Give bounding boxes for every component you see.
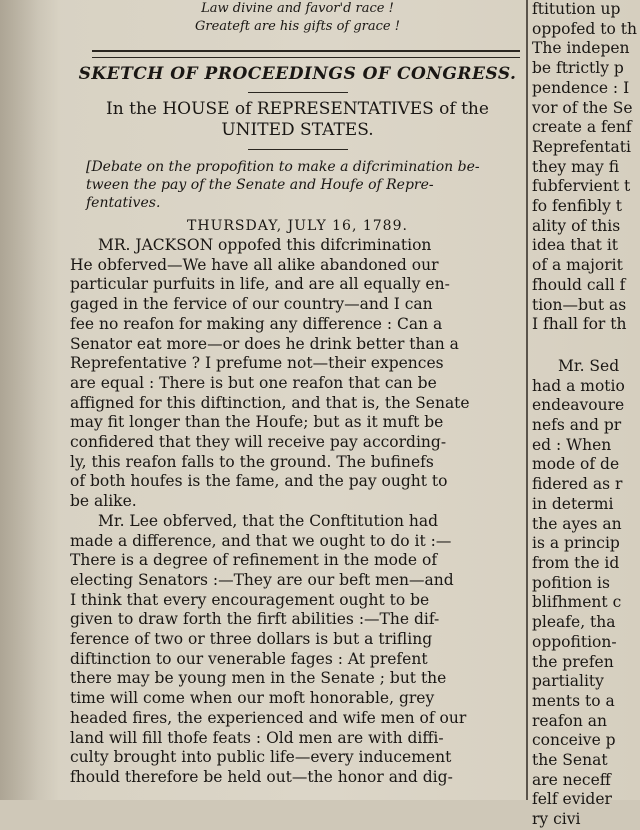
body-line: Senator eat more—or does he drink better than a xyxy=(70,334,459,353)
right-line: ry civi xyxy=(532,810,581,829)
body-line: I think that every encouragement ought to be xyxy=(70,590,430,609)
column-divider xyxy=(526,0,528,800)
body-line: MR. JACKSON oppofed this difcrimination xyxy=(98,236,432,254)
body-line: He obferved—We have all alike abandoned our xyxy=(70,255,439,274)
right-line: The indepen xyxy=(532,39,630,58)
right-line: ality of this xyxy=(532,216,621,235)
note-line: tween the pay of the Senate and Houfe of Repre- xyxy=(86,177,434,193)
right-line: are neceff xyxy=(532,770,611,789)
short-rule xyxy=(248,92,348,93)
right-line: had a motio xyxy=(532,376,625,395)
right-line: Reprefentati xyxy=(532,137,631,156)
page-shadow xyxy=(0,0,60,800)
body-line: made a difference, and that we ought to do it :— xyxy=(70,531,452,550)
note-line: [Debate on the propofition to make a difcrimination be- xyxy=(86,159,480,175)
right-line: ments to a xyxy=(532,691,615,710)
subhead-line-1: In the HOUSE of REPRESENTATIVES of the xyxy=(106,99,489,119)
right-line: pendence : I xyxy=(532,78,630,97)
right-line: vor of the Se xyxy=(532,98,633,117)
right-line: I fhall for th xyxy=(532,315,627,334)
right-line: mode of de xyxy=(532,455,620,474)
right-line: be ftrictly p xyxy=(532,59,624,78)
poem-line: Law divine and favor'd race ! xyxy=(201,1,394,16)
body-line: are equal : There is but one reafon that can be xyxy=(70,373,437,392)
body-line: given to draw forth the firft abilities :—The dif- xyxy=(70,610,440,629)
body-line: fhould therefore be held out—the honor and dig- xyxy=(70,767,453,786)
body-line: affigned for this diftinction, and that is, the Senate xyxy=(70,393,470,412)
left-column xyxy=(70,0,525,800)
note-line: fentatives. xyxy=(86,195,161,211)
right-column-text xyxy=(532,0,640,830)
right-line: tion—but as xyxy=(532,295,627,314)
body-line: ly, this reafon falls to the ground. The bufinefs xyxy=(70,452,434,471)
body-line: confidered that they will receive pay according- xyxy=(70,433,447,452)
right-line: the ayes an xyxy=(532,514,622,533)
right-line: of a majorit xyxy=(532,256,623,275)
section-subhead xyxy=(70,99,525,141)
section-headline: SKETCH OF PROCEEDINGS OF CONGRESS. xyxy=(78,64,517,84)
right-line: create a fenf xyxy=(532,118,632,137)
body-line: of both houfes is the fame, and the pay ought to xyxy=(70,472,448,491)
body-line: gaged in the fervice of our country—and I can xyxy=(70,295,433,314)
right-line: fubfervient t xyxy=(532,177,631,196)
article-body xyxy=(70,236,525,788)
body-line: headed fires, the experienced and wife men of our xyxy=(70,708,467,727)
body-line: particular purfuits in life, and are all equally en- xyxy=(70,275,450,294)
short-rule xyxy=(248,149,348,150)
right-line: idea that it xyxy=(532,236,619,255)
poem-line: Greateft are his gifts of grace ! xyxy=(195,19,400,34)
body-line: Mr. Lee obferved, that the Conftitution had xyxy=(98,511,439,530)
poem-fragment xyxy=(70,0,525,36)
right-line: ftitution up xyxy=(532,0,621,18)
body-line: culty brought into public life—every inducement xyxy=(70,748,452,767)
body-line: Reprefentative ? I prefume not—their expences xyxy=(70,354,444,373)
body-line: be alike. xyxy=(70,492,137,511)
right-line: fhould call f xyxy=(532,275,626,294)
right-line: oppofition- xyxy=(532,632,617,651)
right-line: pleafe, tha xyxy=(532,613,616,632)
body-line: fee no reafon for making any difference : Can a xyxy=(70,314,443,333)
dateline: THURSDAY, JULY 16, 1789. xyxy=(187,218,408,234)
right-column xyxy=(532,0,640,829)
paragraph-gap xyxy=(532,335,640,357)
right-line: the prefen xyxy=(532,652,614,671)
right-line: fidered as r xyxy=(532,475,623,494)
body-line: diftinction to our venerable fages : At prefent xyxy=(70,649,428,668)
right-line: the Senat xyxy=(532,751,608,770)
right-line: they may fi xyxy=(532,157,620,176)
right-line: pofition is xyxy=(532,573,610,592)
body-line: time will come when our moft honorable, grey xyxy=(70,689,435,708)
right-line: felf evider xyxy=(532,790,612,809)
right-line: in determi xyxy=(532,494,614,513)
right-line: blifhment c xyxy=(532,593,622,612)
right-line: from the id xyxy=(532,553,620,572)
right-line: nefs and pr xyxy=(532,416,622,435)
right-line: reafon an xyxy=(532,711,608,730)
right-line: endeavoure xyxy=(532,396,625,415)
double-rule xyxy=(92,50,520,58)
right-line: partiality xyxy=(532,672,604,691)
body-line: electing Senators :—They are our beft men—and xyxy=(70,570,454,589)
body-line: there may be young men in the Senate ; but the xyxy=(70,669,447,688)
right-line: Mr. Sed xyxy=(558,356,620,375)
debate-note xyxy=(70,158,525,212)
body-line: may fit longer than the Houfe; but as it muft be xyxy=(70,413,444,432)
right-line: ed : When xyxy=(532,435,612,454)
right-line: is a princip xyxy=(532,534,620,553)
right-line: oppofed to th xyxy=(532,19,637,38)
body-line: There is a degree of refinement in the mode of xyxy=(70,551,438,570)
body-line: ference of two or three dollars is but a trifling xyxy=(70,630,433,649)
right-line: conceive p xyxy=(532,731,616,750)
subhead-line-2: UNITED STATES. xyxy=(221,120,374,140)
right-line: fo fenfibly t xyxy=(532,197,623,216)
body-line: land will fill thofe feats : Old men are with diffi- xyxy=(70,728,444,747)
